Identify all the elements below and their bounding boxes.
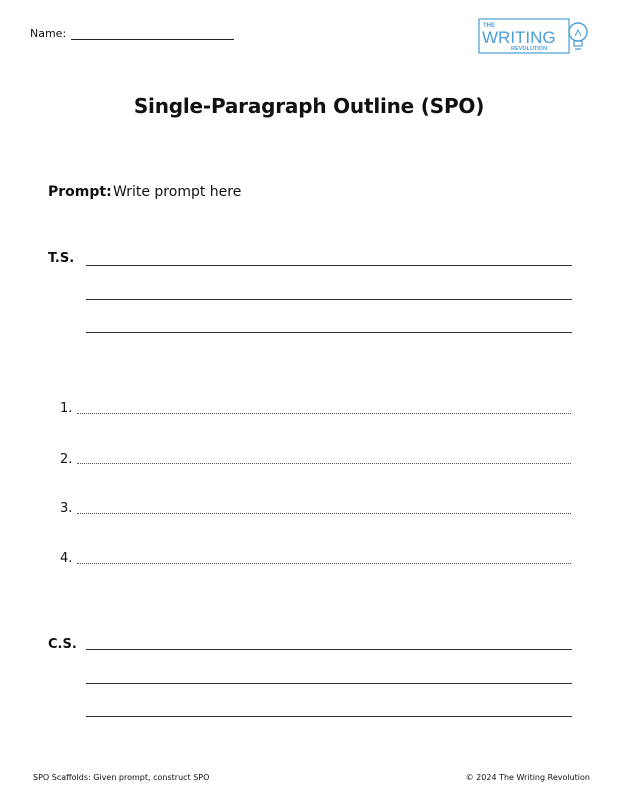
prompt-label: Prompt: bbox=[48, 184, 112, 200]
detail-line-3[interactable] bbox=[77, 513, 571, 514]
lightbulb-icon bbox=[569, 23, 587, 49]
svg-text:THE: THE bbox=[483, 23, 495, 29]
concluding-sentence-line-2[interactable] bbox=[86, 683, 572, 684]
detail-number-2: 2. bbox=[60, 452, 73, 467]
topic-sentence-line-2[interactable] bbox=[86, 299, 572, 300]
prompt-text[interactable]: Write prompt here bbox=[113, 184, 242, 200]
detail-number-3: 3. bbox=[60, 501, 73, 516]
name-write-line[interactable] bbox=[71, 39, 234, 40]
svg-text:REVOLUTION: REVOLUTION bbox=[511, 46, 548, 52]
footer-copyright: © 2024 The Writing Revolution bbox=[465, 773, 590, 782]
detail-number-4: 4. bbox=[60, 551, 73, 566]
svg-text:WRITING: WRITING bbox=[482, 28, 556, 47]
writing-revolution-logo bbox=[478, 18, 590, 56]
topic-sentence-label: T.S. bbox=[48, 251, 75, 266]
topic-sentence-line-3[interactable] bbox=[86, 332, 572, 333]
name-label: Name: bbox=[30, 27, 67, 40]
detail-line-1[interactable] bbox=[77, 413, 571, 414]
concluding-sentence-line-3[interactable] bbox=[86, 716, 572, 717]
topic-sentence-line-1[interactable] bbox=[86, 265, 572, 266]
detail-line-2[interactable] bbox=[77, 463, 571, 464]
concluding-sentence-line-1[interactable] bbox=[86, 649, 572, 650]
detail-number-1: 1. bbox=[60, 401, 73, 416]
page-title: Single-Paragraph Outline (SPO) bbox=[133, 94, 485, 118]
concluding-sentence-label: C.S. bbox=[48, 637, 77, 652]
footer-left-text: SPO Scaffolds: Given prompt, construct SPO bbox=[33, 773, 210, 782]
detail-line-4[interactable] bbox=[77, 563, 571, 564]
